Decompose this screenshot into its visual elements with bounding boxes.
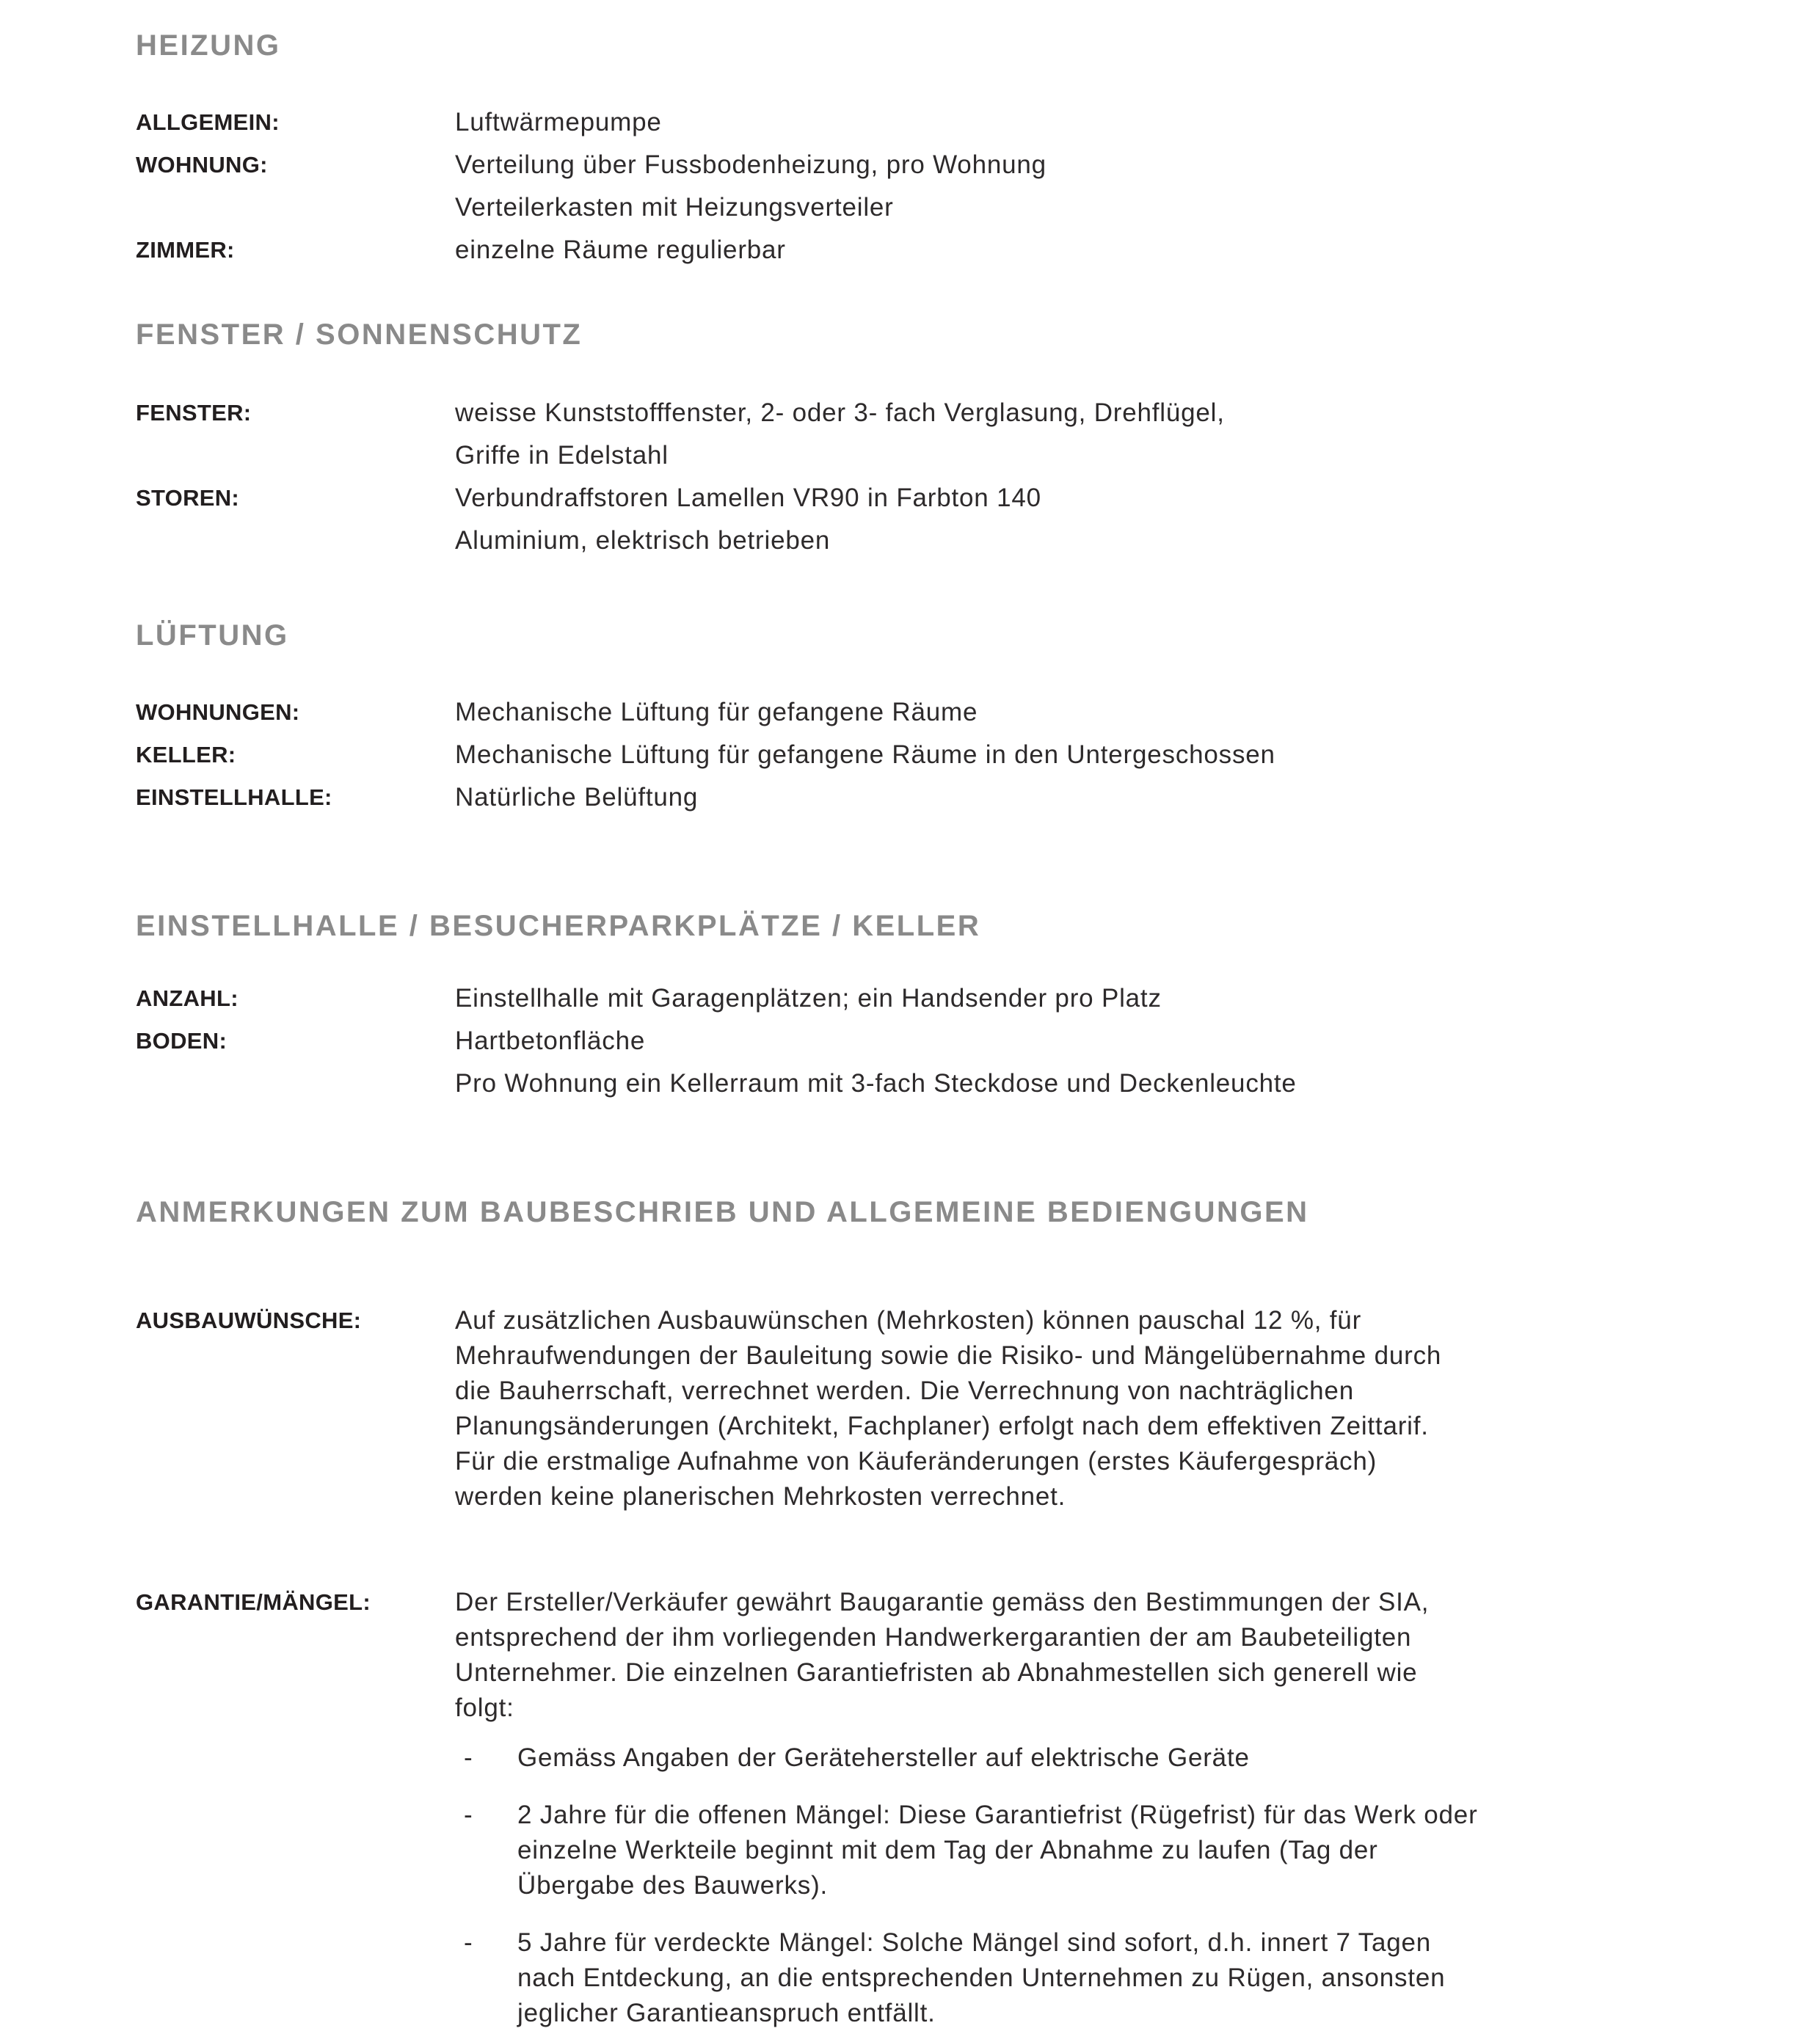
row-label: WOHNUNG: — [136, 152, 268, 178]
bullet-line: 5 Jahre für verdeckte Mängel: Solche Mängel sind sofort, d.h. innert 7 Tagen — [517, 1928, 1432, 1957]
bullet-dash: - — [464, 1743, 473, 1772]
spec-row-garantie-maengel — [136, 1585, 1739, 2031]
row-label: FENSTER: — [136, 400, 252, 426]
spec-row-anzahl — [136, 977, 1739, 1020]
section-fenster-sonnenschutz — [136, 317, 1739, 562]
bullet-line: Übergabe des Bauwerks). — [517, 1871, 829, 1900]
section-lueftung — [136, 618, 1739, 819]
paragraph-line: werden keine planerischen Mehrkosten verrechnet. — [455, 1482, 1066, 1511]
paragraph-line: entsprechend der ihm vorliegenden Handwerkergarantien der am Baubeteiligten — [455, 1623, 1412, 1652]
section-title-lueftung: LÜFTUNG — [136, 619, 289, 652]
spec-rows — [136, 101, 1739, 271]
section-title-fenster: FENSTER / SONNENSCHUTZ — [136, 318, 583, 351]
section-title-einstellhalle: EINSTELLHALLE / BESUCHERPARKPLÄTZE / KELLER — [136, 910, 981, 942]
row-value — [455, 144, 1739, 229]
spec-rows — [136, 691, 1739, 819]
paragraph-line: folgt: — [455, 1693, 514, 1722]
row-value — [455, 776, 1739, 819]
value-line: Mechanische Lüftung für gefangene Räume in den Untergeschossen — [455, 740, 1275, 769]
value-line: Aluminium, elektrisch betrieben — [455, 526, 831, 555]
value-line: einzelne Räume regulierbar — [455, 236, 786, 264]
row-value — [455, 1020, 1739, 1105]
row-label: GARANTIE/MÄNGEL: — [136, 1589, 371, 1615]
paragraph-line: Auf zusätzlichen Ausbauwünschen (Mehrkosten) können pauschal 12 %, für — [455, 1306, 1362, 1335]
row-value — [455, 1303, 1739, 1514]
bullet-text — [517, 1798, 1739, 1903]
paragraph-line: Der Ersteller/Verkäufer gewährt Baugarantie gemäss den Bestimmungen der SIA, — [455, 1588, 1430, 1616]
value-line: Luftwärmepumpe — [455, 108, 662, 136]
value-line: Einstellhalle mit Garagenplätzen; ein Handsender pro Platz — [455, 984, 1162, 1013]
spec-row-wohnung — [136, 144, 1739, 229]
spec-rows — [136, 392, 1739, 562]
value-line: Verteilung über Fussbodenheizung, pro Wohnung — [455, 150, 1046, 179]
bullet-item — [455, 1740, 1739, 1776]
row-label: STOREN: — [136, 485, 240, 511]
paragraph-line: Mehraufwendungen der Bauleitung sowie die Risiko- und Mängelübernahme durch — [455, 1341, 1442, 1370]
row-label: EINSTELLHALLE: — [136, 784, 332, 810]
value-line: Griffe in Edelstahl — [455, 441, 669, 470]
row-label: ZIMMER: — [136, 237, 235, 263]
section-title-anmerkungen: ANMERKUNGEN ZUM BAUBESCHRIEB UND ALLGEMEINE BEDIENGUNGEN — [136, 1196, 1309, 1228]
value-line: Verteilerkasten mit Heizungsverteiler — [455, 193, 894, 222]
row-value — [455, 392, 1739, 477]
value-line: Verbundraffstoren Lamellen VR90 in Farbton 140 — [455, 484, 1041, 512]
row-label: AUSBAUWÜNSCHE: — [136, 1308, 362, 1333]
paragraph-line: Unternehmer. Die einzelnen Garantiefristen ab Abnahmestellen sich generell wie — [455, 1658, 1418, 1687]
spec-rows — [136, 1303, 1739, 2031]
value-line: Hartbetonfläche — [455, 1027, 646, 1055]
bullet-dash: - — [464, 1801, 473, 1829]
value-line: Natürliche Belüftung — [455, 783, 699, 812]
value-line: Mechanische Lüftung für gefangene Räume — [455, 698, 978, 726]
section-heizung — [136, 28, 1739, 271]
row-value — [455, 1585, 1739, 2031]
bullet-line: jeglicher Garantieanspruch entfällt. — [517, 1999, 936, 2027]
spec-row-ausbauwuensche — [136, 1303, 1739, 1514]
spec-row-boden — [136, 1020, 1739, 1105]
spec-row-storen — [136, 477, 1739, 562]
row-label: ALLGEMEIN: — [136, 109, 280, 135]
bullet-line: einzelne Werkteile beginnt mit dem Tag der Abnahme zu laufen (Tag der — [517, 1836, 1378, 1864]
bullet-line: nach Entdeckung, an die entsprechenden Unternehmen zu Rügen, ansonsten — [517, 1963, 1446, 1992]
bullet-dash: - — [464, 1928, 473, 1957]
section-title-heizung: HEIZUNG — [136, 29, 281, 62]
bullet-text — [517, 1740, 1739, 1776]
section-anmerkungen — [136, 1195, 1739, 2031]
row-value — [455, 477, 1739, 562]
bullet-item — [455, 1798, 1739, 1903]
spec-row-fenster — [136, 392, 1739, 477]
row-value — [455, 229, 1739, 271]
paragraph-line: die Bauherrschaft, verrechnet werden. Die Verrechnung von nachträglichen — [455, 1377, 1354, 1405]
spec-row-keller — [136, 734, 1739, 776]
spec-row-wohnungen — [136, 691, 1739, 734]
spec-row-zimmer — [136, 229, 1739, 271]
paragraph-line: Planungsänderungen (Architekt, Fachplaner) erfolgt nach dem effektiven Zeittarif. — [455, 1412, 1429, 1440]
bullet-item — [455, 1925, 1739, 2031]
section-einstellhalle-keller — [136, 908, 1739, 1105]
spec-rows — [136, 977, 1739, 1105]
row-label: WOHNUNGEN: — [136, 699, 300, 725]
paragraph-line: Für die erstmalige Aufnahme von Käuferänderungen (erstes Käufergespräch) — [455, 1447, 1377, 1476]
bullet-text — [517, 1925, 1739, 2031]
row-label: KELLER: — [136, 742, 236, 767]
row-label: BODEN: — [136, 1028, 228, 1054]
row-value — [455, 734, 1739, 776]
value-line: weisse Kunststofffenster, 2- oder 3- fach Verglasung, Drehflügel, — [455, 398, 1225, 427]
bullet-line: 2 Jahre für die offenen Mängel: Diese Garantiefrist (Rügefrist) für das Werk oder — [517, 1801, 1478, 1829]
value-line: Pro Wohnung ein Kellerraum mit 3-fach Steckdose und Deckenleuchte — [455, 1069, 1297, 1098]
row-value — [455, 977, 1739, 1020]
spec-row-allgemein — [136, 101, 1739, 144]
bullet-list — [455, 1740, 1739, 2031]
bullet-line: Gemäss Angaben der Gerätehersteller auf elektrische Geräte — [517, 1743, 1250, 1772]
spec-row-einstellhalle — [136, 776, 1739, 819]
row-label: ANZAHL: — [136, 985, 239, 1011]
row-value — [455, 101, 1739, 144]
row-value — [455, 691, 1739, 734]
